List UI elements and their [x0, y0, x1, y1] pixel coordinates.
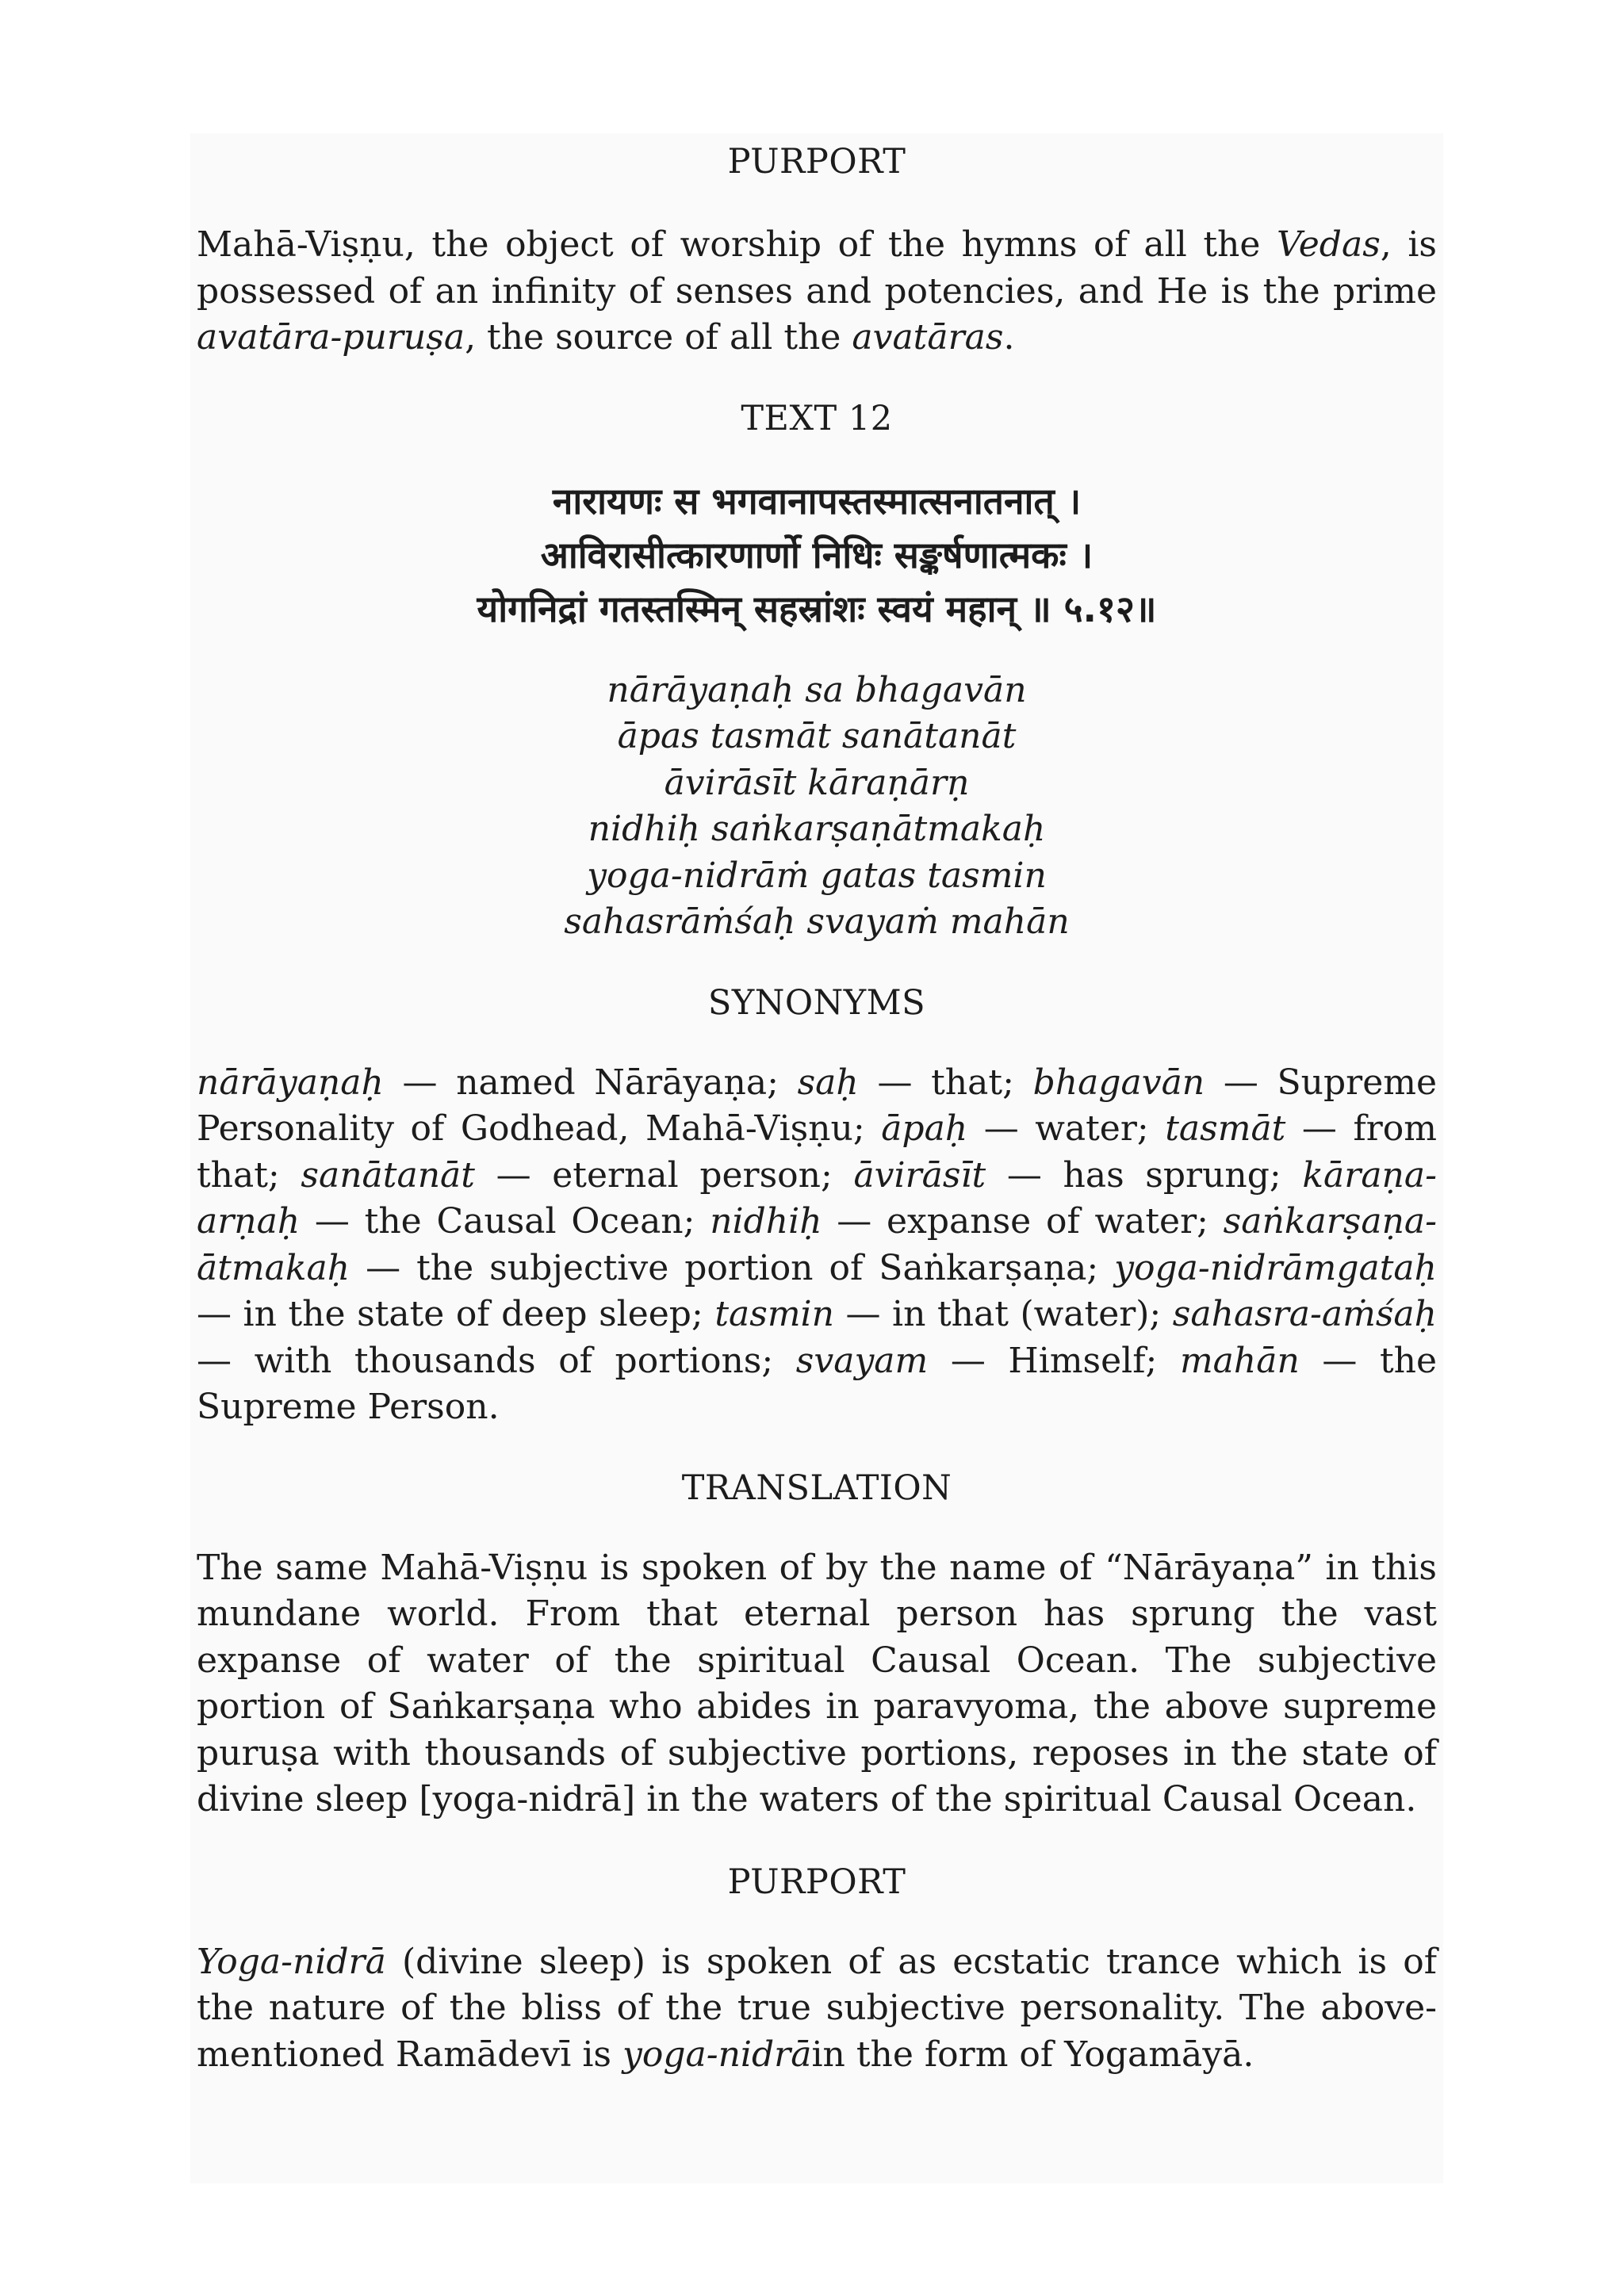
devanagari-verse: [197, 474, 1437, 636]
document-page: [190, 133, 1443, 2183]
text-run: Mahā-Viṣṇu, the object of worship of the hymns of all the: [197, 224, 1277, 265]
italic-term: sanātanāt: [301, 1154, 475, 1196]
text-run: — has sprung;: [986, 1154, 1303, 1196]
italic-term: avatāras: [852, 317, 1004, 358]
synonyms-section: [197, 981, 1437, 1431]
text-run: — Himself;: [928, 1340, 1180, 1381]
transliteration-line: sahasrāṁśaḥ svayaṁ mahān: [564, 901, 1070, 942]
transliteration-line: āpas tasmāt sanātanāt: [617, 716, 1017, 756]
italic-term: bhagavān: [1032, 1062, 1205, 1103]
text-run: , is possessed of an infinity of senses and potencies, and He is the prime: [197, 224, 1438, 312]
italic-term: nidhiḥ: [710, 1201, 822, 1242]
text-run: — the Causal Ocean;: [300, 1201, 710, 1242]
translation-heading: TRANSLATION: [681, 1468, 952, 1508]
text-run: — eternal person;: [474, 1154, 854, 1196]
italic-term: āpaḥ: [881, 1108, 968, 1149]
italic-term: mahān: [1179, 1340, 1300, 1381]
text-run: — in the state of deep sleep;: [197, 1294, 715, 1334]
text-run: — with thousands of portions;: [197, 1340, 796, 1381]
devanagari-line: योगनिद्रां गतस्तस्मिन् सहस्रांशः स्वयं महान् ॥ ५.१२॥: [477, 587, 1157, 630]
text-run: — the Supreme Person.: [197, 1340, 1437, 1427]
devanagari-line: आविरासीत्कारणार्णो निधिः सङ्कर्षणात्मकः ।: [540, 533, 1094, 576]
text-run: .: [1003, 317, 1015, 358]
transliteration-line: nārāyaṇaḥ sa bhagavān: [607, 669, 1027, 710]
transliteration-verse: [197, 668, 1437, 946]
text-run: — expanse of water;: [822, 1201, 1224, 1242]
synonyms-paragraph: [197, 1060, 1437, 1431]
italic-term: kāraṇa-arṇaḥ: [197, 1154, 1437, 1242]
devanagari-line: नारायणः स भगवानापस्तस्मात्सनातनात् ।: [552, 479, 1082, 522]
text-run: — from that;: [197, 1108, 1437, 1196]
italic-term: Vedas: [1277, 224, 1381, 265]
text-12-section: [197, 396, 1437, 946]
purport-section-2: [197, 1860, 1437, 2079]
text-run: (divine sleep) is spoken of as ecstatic trance which is of the nature of the bliss of the true subjective personality. The above-mentioned Ramādevī is: [197, 1941, 1437, 2075]
italic-term: sahasra-aṁśaḥ: [1172, 1294, 1437, 1334]
italic-term: Yoga-nidrā: [197, 1941, 386, 1982]
text-run: — in that (water);: [833, 1294, 1173, 1334]
italic-term: nārāyaṇaḥ: [197, 1062, 384, 1103]
italic-term: yoga-nidrāmgataḥ: [1114, 1247, 1437, 1288]
italic-term: saṅkarṣaṇa-ātmakaḥ: [197, 1201, 1437, 1288]
text-run: , the source of all the: [465, 317, 852, 358]
italic-term: tasmāt: [1165, 1108, 1286, 1149]
text-run: — water;: [967, 1108, 1166, 1149]
italic-term: tasmin: [714, 1294, 834, 1334]
text-run: — named Nārāyaṇa;: [383, 1062, 798, 1103]
translation-paragraph: [197, 1545, 1437, 1823]
transliteration-line: nidhiḥ saṅkarṣaṇātmakaḥ: [588, 809, 1046, 849]
purport-paragraph: [197, 1939, 1437, 2079]
italic-term: svayam: [795, 1340, 929, 1381]
text-heading: TEXT 12: [741, 398, 893, 438]
text-run: — the subjective portion of Saṅkarṣaṇa;: [350, 1247, 1115, 1288]
translation-section: [197, 1466, 1437, 1823]
text-run: The same Mahā-Viṣṇu is spoken of by the name of “Nārāyaṇa” in this mundane world. From that eternal person has sprung the vast expanse of water of the spiritual Causal Ocean. The subjective portion of Saṅkarṣaṇa who abides in paravyoma, the above supreme puruṣa with thousands of subjective portions, reposes in the state of divine sleep [yoga-nidrā] in the waters of the spiritual Causal Ocean.: [197, 1547, 1437, 1820]
purport-heading: PURPORT: [727, 142, 906, 182]
text-run: in the form of Yogamāyā.: [811, 2034, 1254, 2075]
italic-term: āvirāsīt: [853, 1154, 986, 1196]
transliteration-line: āvirāsīt kāraṇārṇ: [664, 762, 970, 803]
italic-term: yoga-nidrā: [622, 2034, 812, 2075]
text-run: — that;: [858, 1062, 1033, 1103]
purport-paragraph: [197, 222, 1437, 362]
transliteration-line: yoga-nidrāṁ gatas tasmin: [587, 855, 1047, 896]
purport-section-1: [197, 140, 1437, 362]
text-run: — Supreme Personality of Godhead, Mahā-Viṣṇu;: [197, 1062, 1437, 1149]
synonyms-heading: SYNONYMS: [707, 982, 926, 1023]
italic-term: saḥ: [797, 1062, 859, 1103]
purport-heading: PURPORT: [727, 1862, 906, 1902]
italic-term: avatāra-puruṣa: [197, 317, 465, 358]
